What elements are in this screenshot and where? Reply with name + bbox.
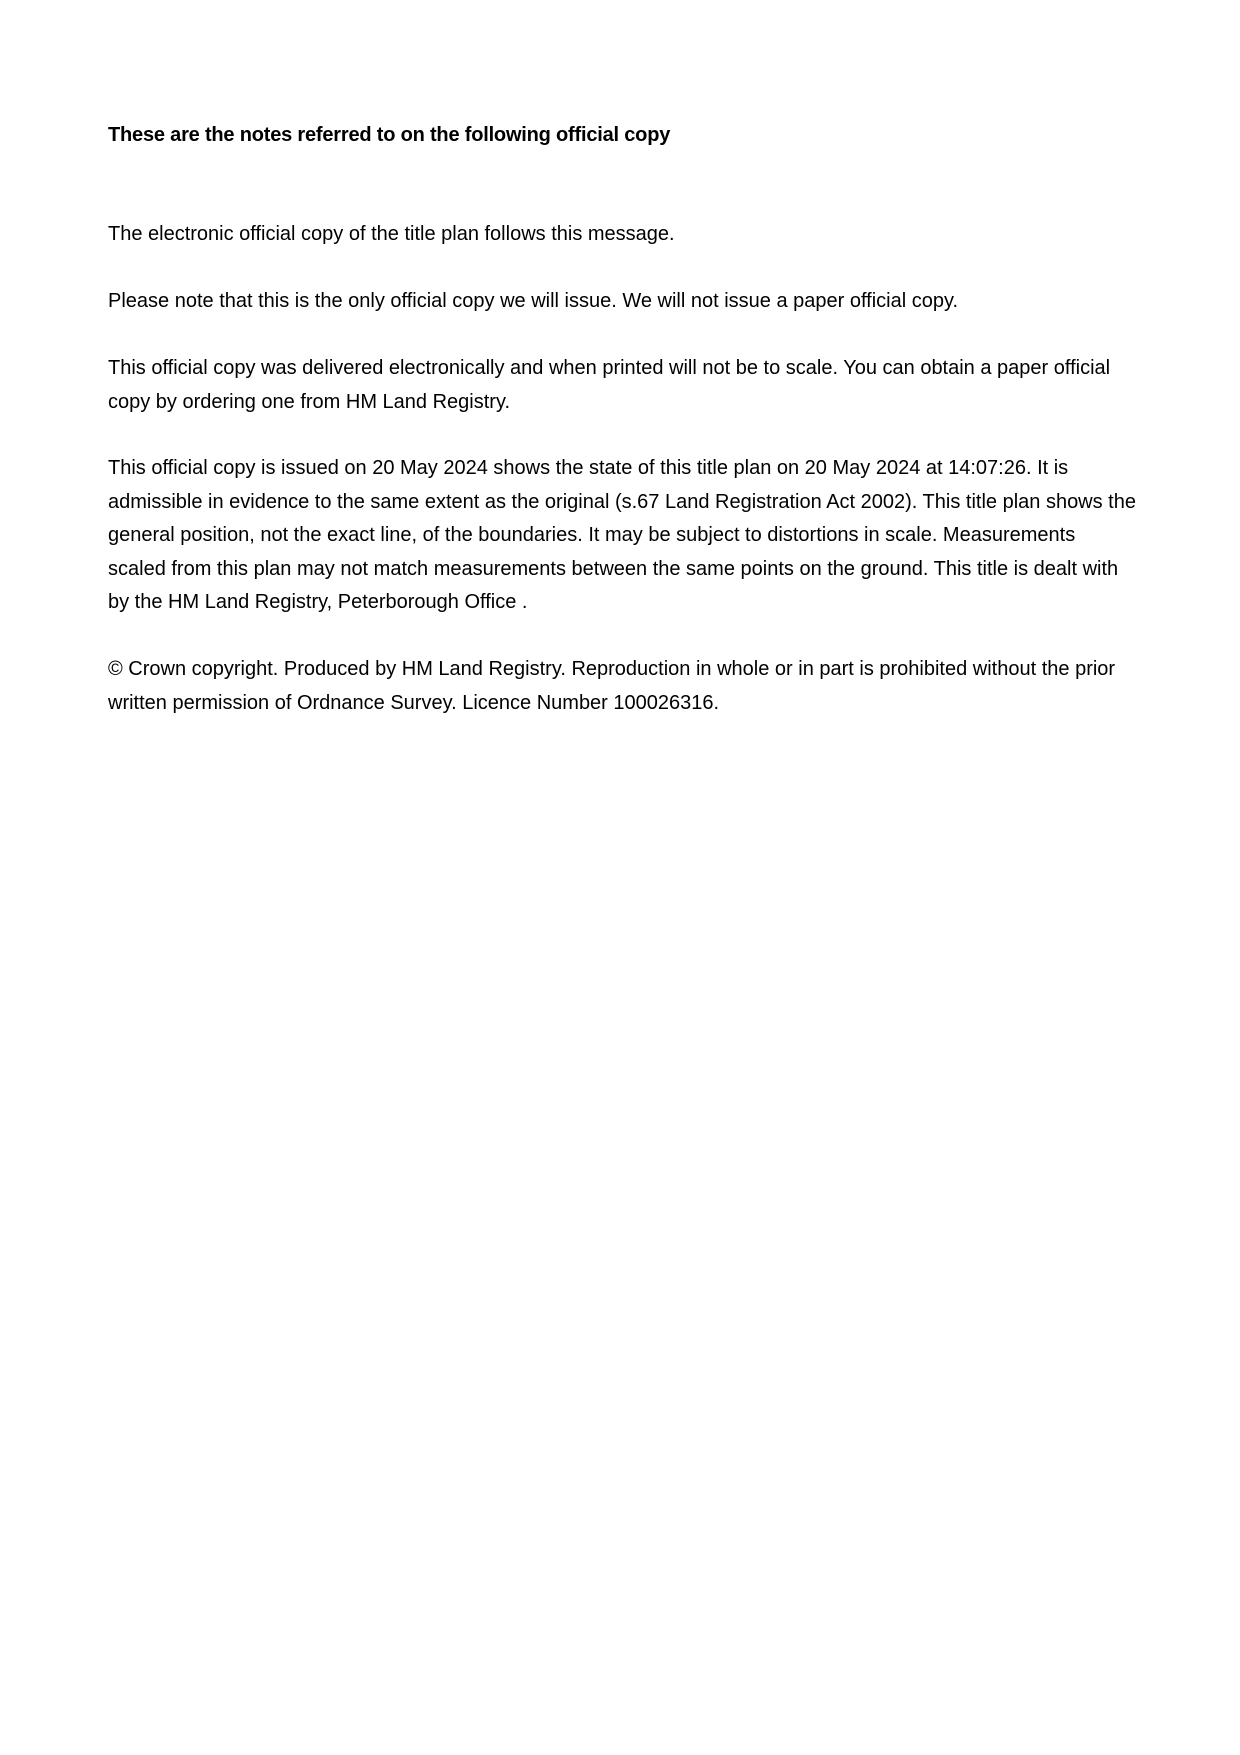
paragraph-scale-notice: This official copy was delivered electronically and when printed will not be to scale. You can obtain a paper official copy by ordering one from HM Land Registry. (108, 357, 1111, 413)
page-heading: These are the notes referred to on the following official copy (108, 124, 671, 146)
paragraph-electronic-copy: The electronic official copy of the title plan follows this message. (108, 223, 675, 245)
paragraph-copyright: © Crown copyright. Produced by HM Land Registry. Reproduction in whole or in part is prohibited without the prior written permission of Ordnance Survey. Licence Number 100026316. (108, 658, 1116, 714)
paragraph-only-copy-notice: Please note that this is the only official copy we will issue. We will not issue a paper official copy. (108, 290, 959, 312)
paragraph-issue-details: This official copy is issued on 20 May 2024 shows the state of this title plan on 20 May 2024 at 14:07:26. It is admissible in evidence to the same extent as the original (s.67 Land Registration Act 2002). This title plan shows the general position, not the exact line, of the boundaries. It may be subject to distortions in scale. Measurements scaled from this plan may not match measurements between the same points on the ground. This title is dealt with by the HM Land Registry, Peterborough Office . (108, 457, 1136, 613)
